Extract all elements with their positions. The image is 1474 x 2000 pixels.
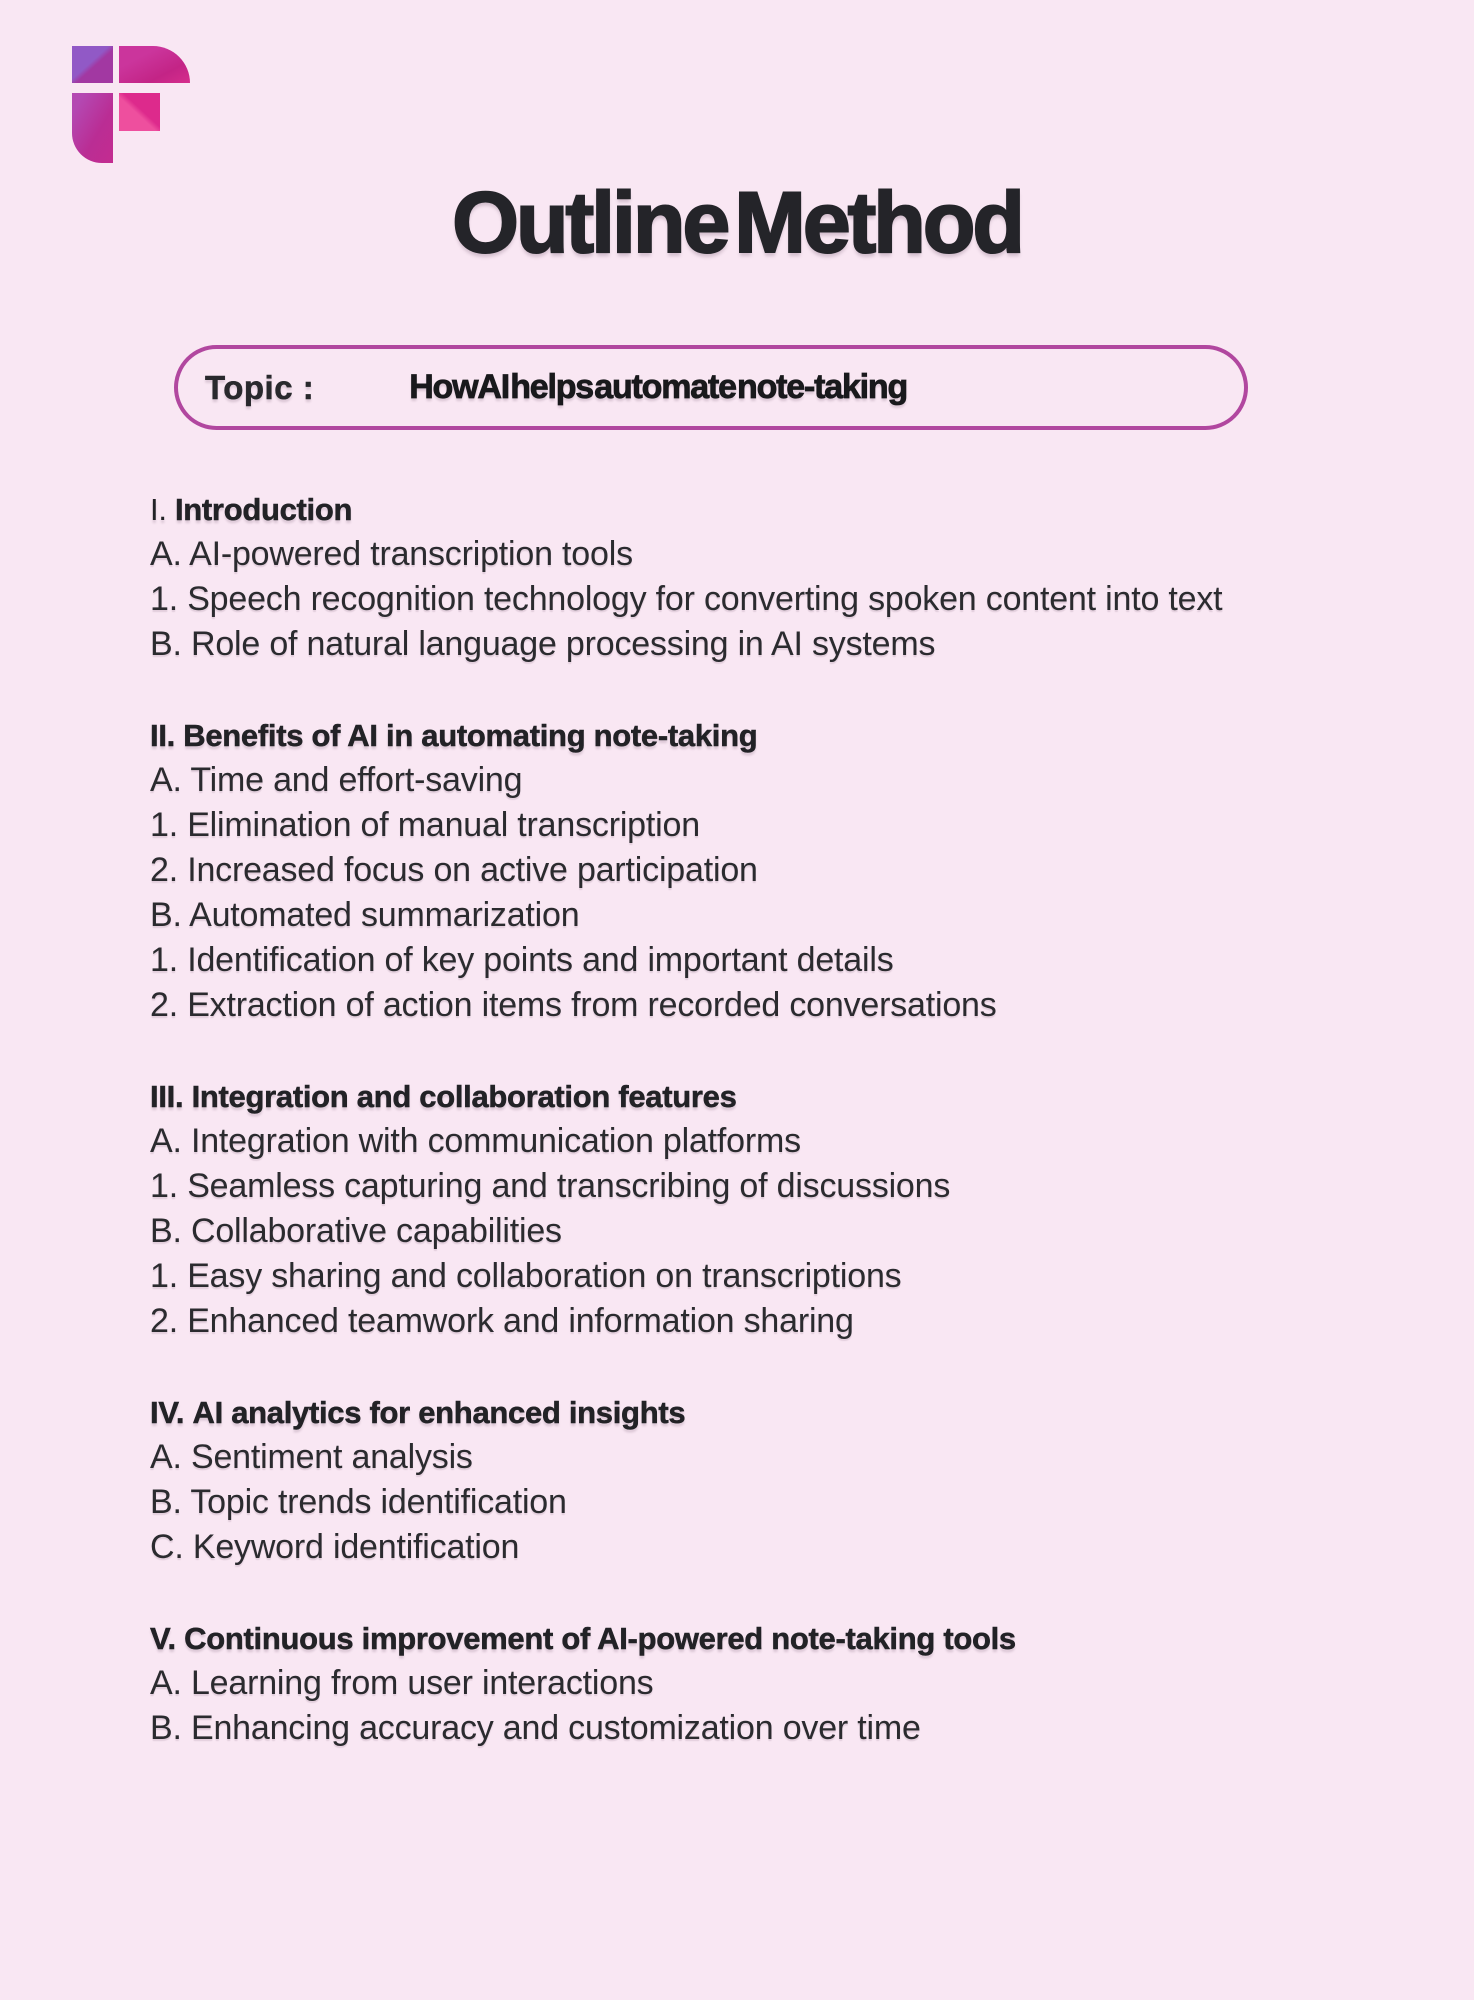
outline-item: A. Sentiment analysis — [150, 1438, 473, 1476]
outline-section — [150, 1390, 1270, 1570]
outline-item: 1. Elimination of manual transcription — [150, 806, 700, 844]
logo-tile-middle — [119, 93, 160, 131]
outline-item: A. Learning from user interactions — [150, 1664, 654, 1702]
outline-item: 2. Enhanced teamwork and information sharing — [150, 1302, 854, 1340]
outline-item: B. Role of natural language processing in AI systems — [150, 625, 936, 663]
section-items — [150, 532, 1270, 667]
topic-field — [174, 345, 1248, 430]
outline-section — [150, 1074, 1270, 1344]
outline-item: A. Time and effort-saving — [150, 761, 523, 799]
outline-section — [150, 713, 1270, 1028]
section-prefix: IV. — [150, 1395, 193, 1430]
outline-item: B. Topic trends identification — [150, 1483, 567, 1521]
outline-item: 1. Speech recognition technology for converting spoken content into text — [150, 580, 1223, 618]
section-heading — [150, 1616, 1270, 1661]
topic-value: How AI helps automate note-taking — [409, 368, 908, 406]
logo-tile-top-left — [72, 46, 113, 83]
section-heading-text: Integration and collaboration features — [191, 1079, 737, 1114]
outline-item: B. Collaborative capabilities — [150, 1212, 562, 1250]
outline-item: 2. Extraction of action items from recorded conversations — [150, 986, 997, 1024]
section-heading-text: AI analytics for enhanced insights — [192, 1395, 686, 1430]
section-items — [150, 1661, 1270, 1751]
section-heading-text: Introduction — [174, 492, 353, 527]
outline-item: B. Enhancing accuracy and customization over time — [150, 1709, 921, 1747]
outline-item: A. AI-powered transcription tools — [150, 535, 633, 573]
page-title: Outline Method — [452, 175, 1022, 271]
outline-item: A. Integration with communication platforms — [150, 1122, 801, 1160]
outline-section — [150, 487, 1270, 667]
outline-item: 1. Identification of key points and important details — [150, 941, 894, 979]
section-prefix: III. — [150, 1079, 192, 1114]
outline-section — [150, 1616, 1270, 1751]
section-prefix: V. — [150, 1621, 185, 1656]
outline-item: 2. Increased focus on active participation — [150, 851, 758, 889]
topic-label: Topic : — [205, 368, 315, 406]
section-heading — [150, 713, 1270, 758]
section-items — [150, 1435, 1270, 1570]
section-heading — [150, 487, 1270, 532]
outline-item: 1. Easy sharing and collaboration on transcriptions — [150, 1257, 902, 1295]
section-prefix: II. — [150, 718, 184, 753]
outline — [150, 487, 1270, 1797]
outline-item: C. Keyword identification — [150, 1528, 520, 1566]
section-heading-text: Benefits of AI in automating note-taking — [183, 718, 758, 753]
section-items — [150, 758, 1270, 1028]
section-heading — [150, 1074, 1270, 1119]
fireflies-logo-icon — [72, 46, 190, 163]
logo-tile-left-bar — [72, 93, 113, 163]
outline-item: 1. Seamless capturing and transcribing of discussions — [150, 1167, 951, 1205]
logo-tile-top-bar — [119, 46, 190, 83]
section-heading — [150, 1390, 1270, 1435]
outline-item: B. Automated summarization — [150, 896, 580, 934]
section-heading-text: Continuous improvement of AI-powered note-taking tools — [184, 1621, 1016, 1656]
section-items — [150, 1119, 1270, 1344]
section-prefix: I. — [150, 492, 175, 527]
